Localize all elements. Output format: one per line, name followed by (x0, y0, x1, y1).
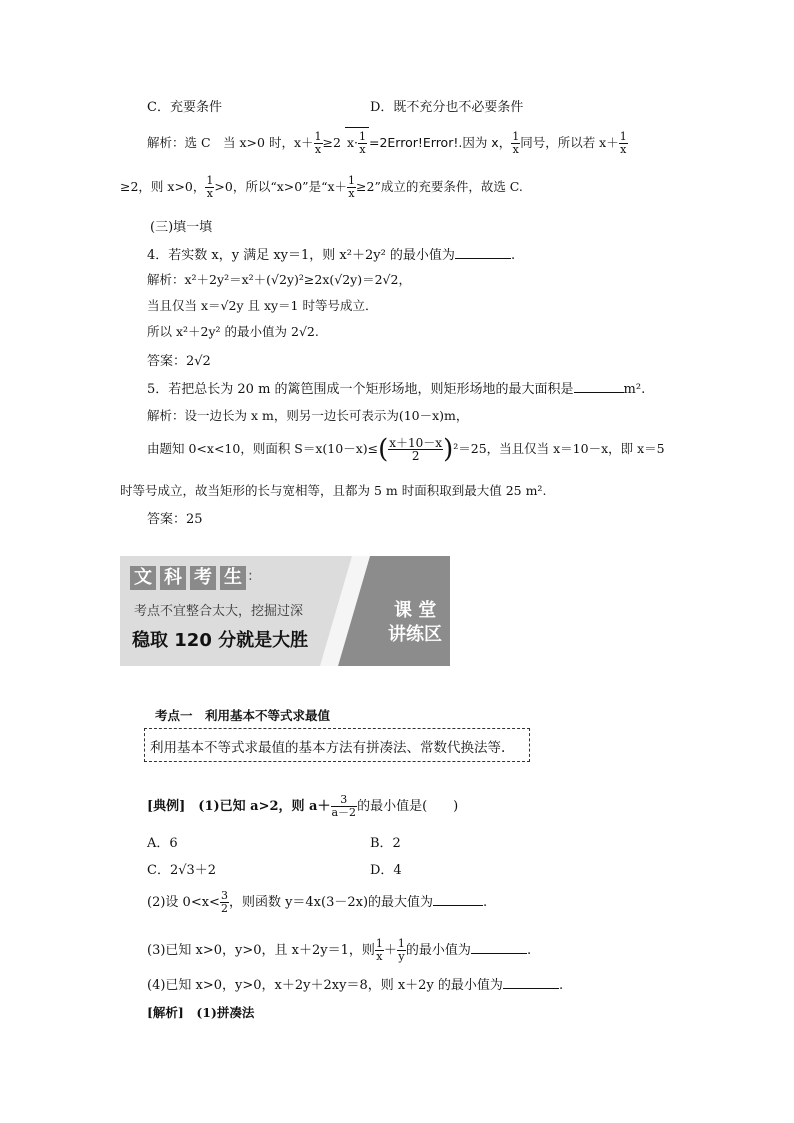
example-q1: [典例] (1)已知 a>2，则 a＋ $\frac{3}{a-2}$ 的最小值是( ) (147, 793, 459, 819)
banner-tag-2: 科 (160, 566, 186, 590)
option-d: D．既不充分也不必要条件 (370, 100, 524, 115)
banner-line2: 稳取 120 分就是大胜 (132, 630, 309, 651)
example-solution: [解析] (1)拼凑法 (147, 1005, 255, 1020)
q4-question: 4．若实数 x，y 满足 xy＝1，则 x²＋2y² 的最小值为 . (147, 248, 516, 263)
q4-solution-3: 所以 x²＋2y² 的最小值为 2√2. (147, 324, 319, 339)
topic-title: 考点一 利用基本不等式求最值 (155, 708, 331, 723)
banner-line1: 考点不宜整合太大，挖掘过深 (134, 604, 304, 619)
q4-solution-2: 当且仅当 x＝√2y 且 xy＝1 时等号成立． (147, 298, 378, 313)
banner-tag-1: 文 (130, 566, 156, 590)
example-option-a: A．6 (147, 836, 178, 851)
option-c: C．充要条件 (147, 100, 222, 115)
example-q4: (4)已知 x>0，y>0，x＋2y＋2xy＝8，则 x＋2y 的最小值为 . (147, 978, 564, 993)
q5-question: 5．若把总长为 20 m 的篱笆围成一个矩形场地，则矩形场地的最大面积是 m². (147, 382, 646, 397)
q3-solution-line2: ≥2，则 x>0， $\frac{1}{x}$ >0，所以“x>0”是“x＋ $\frac{1}{x}$ ≥2”成立的充要条件，故选 C. (120, 174, 523, 200)
banner-right-1: 课 堂 (394, 600, 437, 621)
section-banner (120, 556, 450, 666)
q4-solution-1: 解析：x²＋2y²＝x²＋(√2y)²≥2x(√2y)＝2√2， (147, 272, 411, 287)
banner-colon: : (248, 568, 253, 584)
q3-solution-line1: 解析：选 C 当 x>0 时，x＋ $\frac{1}{x}$ ≥2 x· $\frac{1}{x}$ =2Error!Error!.因为 x， $\frac{1}{x}$ 同号，所以若 x＋ $\frac{1}{x}$ (147, 127, 628, 158)
example-q3: (3)已知 x>0，y>0，且 x＋2y＝1，则 $\frac{1}{x}$ ＋ $\frac{1}{y}$ 的最小值为 . (147, 937, 532, 963)
q5-answer: 答案：25 (147, 512, 203, 527)
banner-tag-3: 考 (190, 566, 216, 590)
example-q2: (2)设 0<x< $\frac{3}{2}$ ，则函数 y＝4x(3－2x)的最大值为 . (147, 889, 488, 915)
q5-solution-3: 时等号成立，故当矩形的长与宽相等，且都为 5 m 时面积取到最大值 25 m². (120, 483, 547, 498)
example-option-c: C．2√3＋2 (147, 863, 217, 878)
topic-box-text: 利用基本不等式求最值的基本方法有拼凑法、常数代换法等. (150, 740, 506, 756)
example-option-d: D．4 (370, 863, 402, 878)
section-heading: (三)填一填 (150, 220, 213, 235)
example-option-b: B．2 (370, 836, 401, 851)
banner-right-2: 讲练区 (388, 624, 442, 645)
q5-solution-2: 由题知 0<x<10，则面积 S＝x(10－x)≤( $\frac{x+10-x}{2}$ )²＝25，当且仅当 x＝10－x，即 x＝5 (147, 434, 665, 465)
q4-answer: 答案：2√2 (147, 354, 211, 369)
q5-solution-1: 解析：设一边长为 x m，则另一边长可表示为(10－x)m， (147, 408, 469, 423)
banner-tag-4: 生 (220, 566, 246, 590)
